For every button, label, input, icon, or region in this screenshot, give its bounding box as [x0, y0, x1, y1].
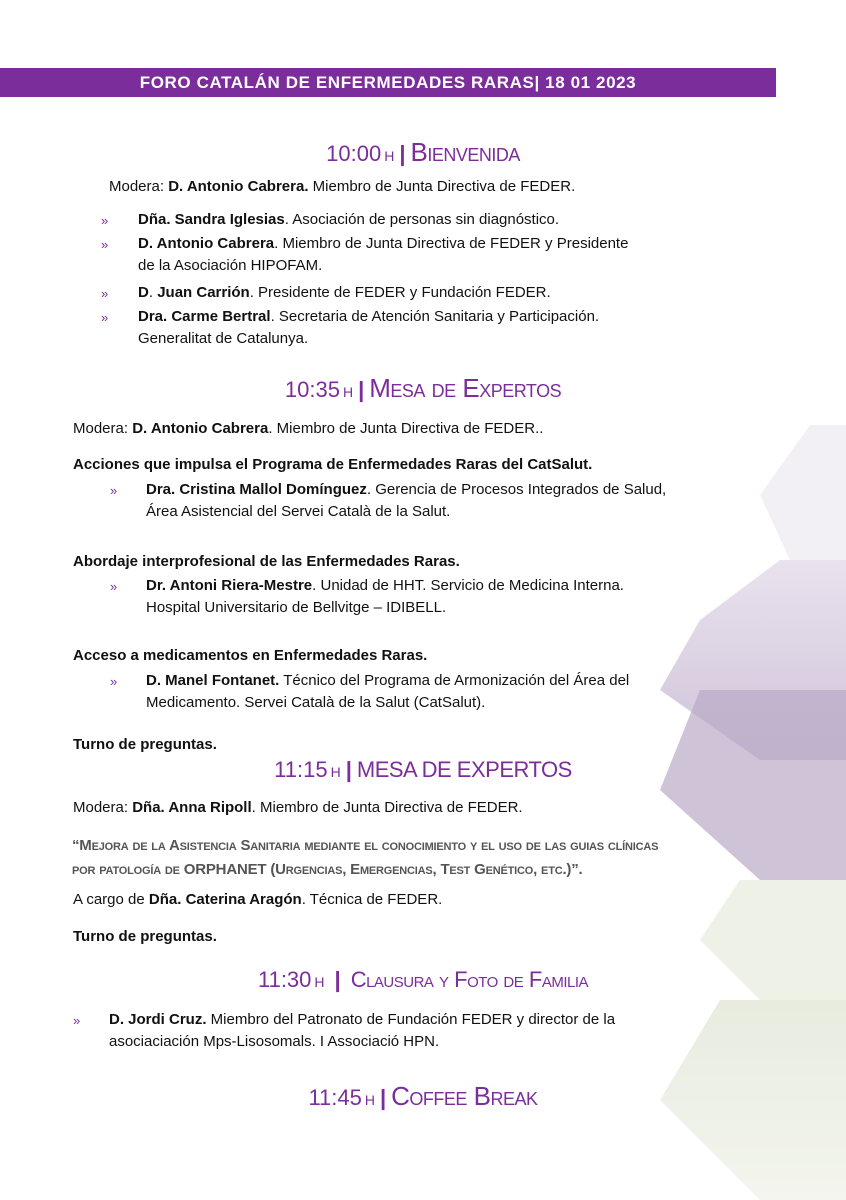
section-heading-clausura — [0, 967, 846, 993]
presenter-line — [73, 889, 442, 911]
moderator-name: D. Antonio Cabrera — [132, 420, 269, 437]
speaker-name-cont: Juan Carrión — [157, 284, 250, 301]
time: 11:45 — [308, 1085, 362, 1110]
bullet-icon: » — [73, 1013, 81, 1028]
speaker-name: Dr. Antoni Riera-Mestre — [146, 577, 313, 594]
speaker-item — [138, 209, 559, 231]
speaker-role: Miembro del Patronato de Fundación FEDER y director de la — [206, 1011, 616, 1028]
moderator-role: . Miembro de Junta Directiva de FEDER. — [251, 799, 523, 816]
speaker-role-cont: Generalitat de Catalunya. — [138, 330, 309, 347]
speaker-name: Dra. Carme Bertral — [138, 308, 271, 325]
speaker-name: D. Antonio Cabrera — [138, 235, 275, 252]
speaker-role: . Asociación de personas sin diagnóstico. — [284, 211, 560, 228]
topic-title-text: Abordaje interprofesional de las Enfermedades Raras. — [73, 553, 460, 570]
questions-line — [73, 734, 217, 756]
separator: | — [345, 757, 352, 782]
bullet-icon: » — [101, 310, 109, 325]
speaker-role: Técnico del Programa de Armonización del Área del — [279, 672, 630, 689]
section-title: Bienvenida — [410, 137, 520, 167]
bullet-icon: » — [110, 674, 118, 689]
separator: | — [358, 377, 365, 402]
speaker-name: Dra. Cristina Mallol Domínguez — [146, 481, 367, 498]
speaker-item — [146, 575, 624, 619]
section-heading-coffee-break — [0, 1081, 846, 1112]
speaker-role-cont: Medicamento. Servei Català de la Salut (CatSalut). — [146, 694, 486, 711]
speaker-role-cont: Área Asistencial del Servei Català de la Salut. — [146, 503, 451, 520]
separator: | — [334, 967, 341, 992]
presenter-role: . Técnica de FEDER. — [301, 891, 443, 908]
presenter-name: Dña. Caterina Aragón — [148, 891, 302, 908]
event-banner — [0, 68, 776, 97]
time: 11:15 — [274, 757, 328, 782]
talk-title-line2: por patología de ORPHANET (Urgencias, Emergencias, Test Genético, etc.)”. — [72, 861, 583, 878]
separator: | — [399, 141, 406, 166]
moderator-line — [109, 176, 575, 198]
speaker-name: D. Manel Fontanet. — [146, 672, 280, 689]
speaker-name-sep: . — [148, 284, 158, 301]
speaker-role-cont: Hospital Universitario de Bellvitge – IDIBELL. — [146, 599, 447, 616]
talk-title-line1: “Mejora de la Asistencia Sanitaria mediante el conocimiento y el uso de las guias clínicas — [72, 837, 659, 854]
speaker-role: . Gerencia de Procesos Integrados de Salud, — [366, 481, 667, 498]
speaker-item — [146, 670, 629, 714]
section-title: MESA DE EXPERTOS — [356, 757, 572, 782]
time-suffix: H — [330, 764, 341, 780]
section-title: Mesa de Expertos — [369, 373, 562, 403]
speaker-item — [138, 233, 628, 277]
moderator-role: Miembro de Junta Directiva de FEDER. — [308, 178, 576, 195]
moderator-label: Modera: — [73, 420, 133, 437]
topic-title-text: Acciones que impulsa el Programa de Enfermedades Raras del CatSalut. — [73, 456, 593, 473]
speaker-item — [138, 306, 599, 350]
speaker-name: D — [138, 284, 149, 301]
bullet-icon: » — [101, 213, 109, 228]
speaker-name: D. Jordi Cruz. — [109, 1011, 207, 1028]
topic-title-text: Acceso a medicamentos en Enfermedades Raras. — [73, 647, 428, 664]
speaker-role: . Unidad de HHT. Servicio de Medicina Interna. — [312, 577, 624, 594]
time-suffix: H — [314, 974, 325, 990]
speaker-item — [146, 479, 666, 523]
bullet-icon: » — [101, 286, 109, 301]
topic-title — [73, 551, 460, 573]
bullet-icon: » — [110, 579, 118, 594]
speaker-role-cont: asociaciación Mps-Lisosomals. I Associació HPN. — [109, 1033, 440, 1050]
speaker-name: Dña. Sandra Iglesias — [138, 211, 285, 228]
talk-title — [72, 834, 782, 882]
speaker-role-cont: de la Asociación HIPOFAM. — [138, 257, 323, 274]
questions-text: Turno de preguntas. — [73, 928, 217, 945]
topic-title — [73, 454, 592, 476]
questions-line — [73, 926, 217, 948]
moderator-line — [73, 418, 543, 440]
time-suffix: H — [342, 384, 354, 400]
banner-text: FORO CATALÁN DE ENFERMEDADES RARAS| 18 01 2023 — [139, 72, 637, 92]
separator: | — [380, 1085, 387, 1110]
moderator-label: Modera: — [109, 178, 169, 195]
time-suffix: H — [364, 1092, 375, 1108]
moderator-name: D. Antonio Cabrera. — [168, 178, 309, 195]
time: 10:35 — [284, 377, 340, 402]
presenter-label: A cargo de — [73, 891, 149, 908]
moderator-role: . Miembro de Junta Directiva de FEDER.. — [268, 420, 544, 437]
time-suffix: H — [384, 148, 395, 164]
moderator-line — [73, 797, 523, 819]
speaker-item — [109, 1009, 615, 1053]
section-heading-mesa-expertos — [0, 373, 846, 404]
moderator-name: Dña. Anna Ripoll — [132, 799, 252, 816]
bullet-icon: » — [101, 237, 109, 252]
section-heading-bienvenida — [0, 137, 846, 168]
bullet-icon: » — [110, 483, 118, 498]
moderator-label: Modera: — [73, 799, 133, 816]
section-title: Coffee Break — [391, 1081, 538, 1111]
speaker-role: . Secretaria de Atención Sanitaria y Participación. — [270, 308, 600, 325]
time: 11:30 — [257, 967, 312, 992]
speaker-role: . Miembro de Junta Directiva de FEDER y Presidente — [274, 235, 629, 252]
section-title: Clausura y Foto de Familia — [350, 967, 589, 992]
time: 10:00 — [326, 141, 382, 166]
speaker-role: . Presidente de FEDER y Fundación FEDER. — [249, 284, 551, 301]
topic-title — [73, 645, 427, 667]
speaker-item — [138, 282, 551, 304]
questions-text: Turno de preguntas. — [73, 736, 217, 753]
section-heading-mesa-expertos-2 — [0, 757, 846, 783]
